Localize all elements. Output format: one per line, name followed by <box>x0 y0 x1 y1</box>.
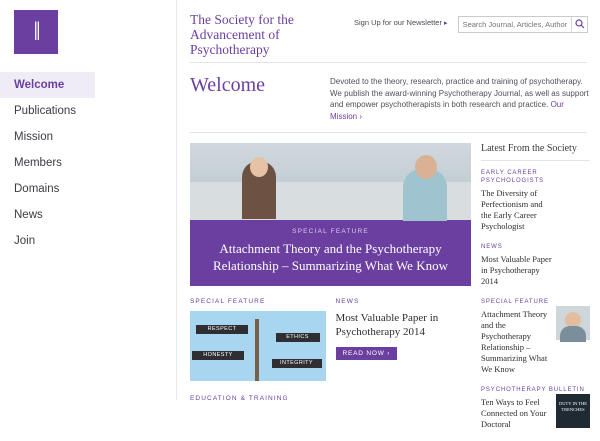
hero-photo <box>190 143 471 220</box>
welcome-body-text: Devoted to the theory, research, practice and training of psychotherapy. We publish the award-winning Psychotherapy Journal, as well as support and empower psychotherapists in both research and practice. <box>330 77 589 109</box>
search-input[interactable] <box>459 17 571 32</box>
newsletter-label: Sign Up for our Newsletter <box>354 18 442 27</box>
sub-feature-right-headline: Most Valuable Paper in Psychotherapy 2014 <box>335 312 439 338</box>
main-column <box>177 0 600 429</box>
sidebar-item-news[interactable]: News <box>14 209 43 221</box>
sub-feature-left-kicker: SPECIAL FEATURE <box>190 298 266 305</box>
sub-feature-left[interactable] <box>190 298 326 381</box>
sidebar-item-mission[interactable]: Mission <box>14 131 53 143</box>
sidebar-item-publications[interactable]: Publications <box>14 105 77 117</box>
hero-photo-person-left-head <box>250 157 268 177</box>
rail-item[interactable] <box>481 169 590 232</box>
sub-feature-right[interactable] <box>336 298 472 381</box>
sub-feature-right-kicker: NEWS <box>335 298 360 305</box>
read-now-button[interactable]: READ NOW › <box>336 347 398 360</box>
sidebar-item-join[interactable]: Join <box>14 235 36 247</box>
rail-item-thumbnail <box>556 394 590 428</box>
sidebar-item-domains[interactable]: Domains <box>14 183 60 195</box>
signpost-sign-integrity: INTEGRITY <box>272 359 322 368</box>
signpost-sign-ethics: ETHICS <box>276 333 320 342</box>
site-header <box>177 0 600 58</box>
sub-feature-row <box>190 298 471 381</box>
hero-caption <box>190 220 471 286</box>
rail-item-headline: The Diversity of Perfectionism and the Early Career Psychologist <box>481 188 543 231</box>
site-logo[interactable] <box>14 10 58 54</box>
feature-column <box>190 143 471 441</box>
rail-item-kicker: EARLY CAREER PSYCHOLOGISTS <box>481 170 545 184</box>
hero-kicker: SPECIAL FEATURE <box>292 228 369 235</box>
our-mission-link[interactable]: Our Mission › <box>330 100 564 121</box>
rail-item[interactable] <box>481 386 590 430</box>
rail-item-kicker: SPECIAL FEATURE <box>481 299 549 305</box>
rail-item-headline: Ten Ways to Feel Connected on Your Doctoral <box>481 397 547 429</box>
rail-item[interactable] <box>481 243 590 287</box>
rail-item-headline: Attachment Theory and the Psychotherapy Relationship – Summarizing What We Know <box>481 309 548 374</box>
content-area <box>177 133 600 441</box>
search-button[interactable] <box>571 17 587 32</box>
welcome-section <box>177 63 600 122</box>
sidebar-nav <box>0 72 176 254</box>
sidebar <box>0 0 177 400</box>
rail-item-kicker: PSYCHOTHERAPY BULLETIN <box>481 387 585 393</box>
rail-item-headline: Most Valuable Paper in Psychotherapy 2014 <box>481 254 552 286</box>
thumbnail-body <box>560 326 586 342</box>
signpost-pole <box>255 319 259 381</box>
welcome-copy <box>330 73 590 122</box>
rail-item[interactable] <box>481 298 590 375</box>
search-icon <box>575 19 585 29</box>
latest-from-society-rail <box>481 143 590 441</box>
sidebar-item-members[interactable]: Members <box>14 157 62 169</box>
rail-item-thumbnail <box>556 306 590 340</box>
site-title: The Society for the Advancement of Psychotherapy <box>190 12 294 57</box>
signpost-sign-honesty: HONESTY <box>192 351 244 360</box>
thumbnail-cover-text: DUTY IN THE TRENCHES <box>559 401 587 412</box>
page-title: Welcome <box>190 74 266 96</box>
sidebar-item-welcome[interactable]: Welcome <box>0 72 95 98</box>
hero-headline: Attachment Theory and the Psychotherapy Relationship – Summarizing What We Know <box>213 241 448 273</box>
newsletter-signup-link[interactable] <box>354 18 448 27</box>
rail-item-kicker: NEWS <box>481 244 503 250</box>
hero-feature-card[interactable] <box>190 143 471 286</box>
rail-title: Latest From the Society <box>481 143 590 161</box>
chevron-right-icon: ▸ <box>444 20 448 27</box>
signpost-sign-respect: RESPECT <box>196 325 248 334</box>
hero-photo-person-right-head <box>415 155 437 179</box>
education-training-kicker: EDUCATION & TRAINING <box>190 395 289 402</box>
signpost-photo <box>190 311 326 381</box>
logo-glyph: ‖ <box>33 17 39 46</box>
search-bar[interactable] <box>458 16 588 33</box>
